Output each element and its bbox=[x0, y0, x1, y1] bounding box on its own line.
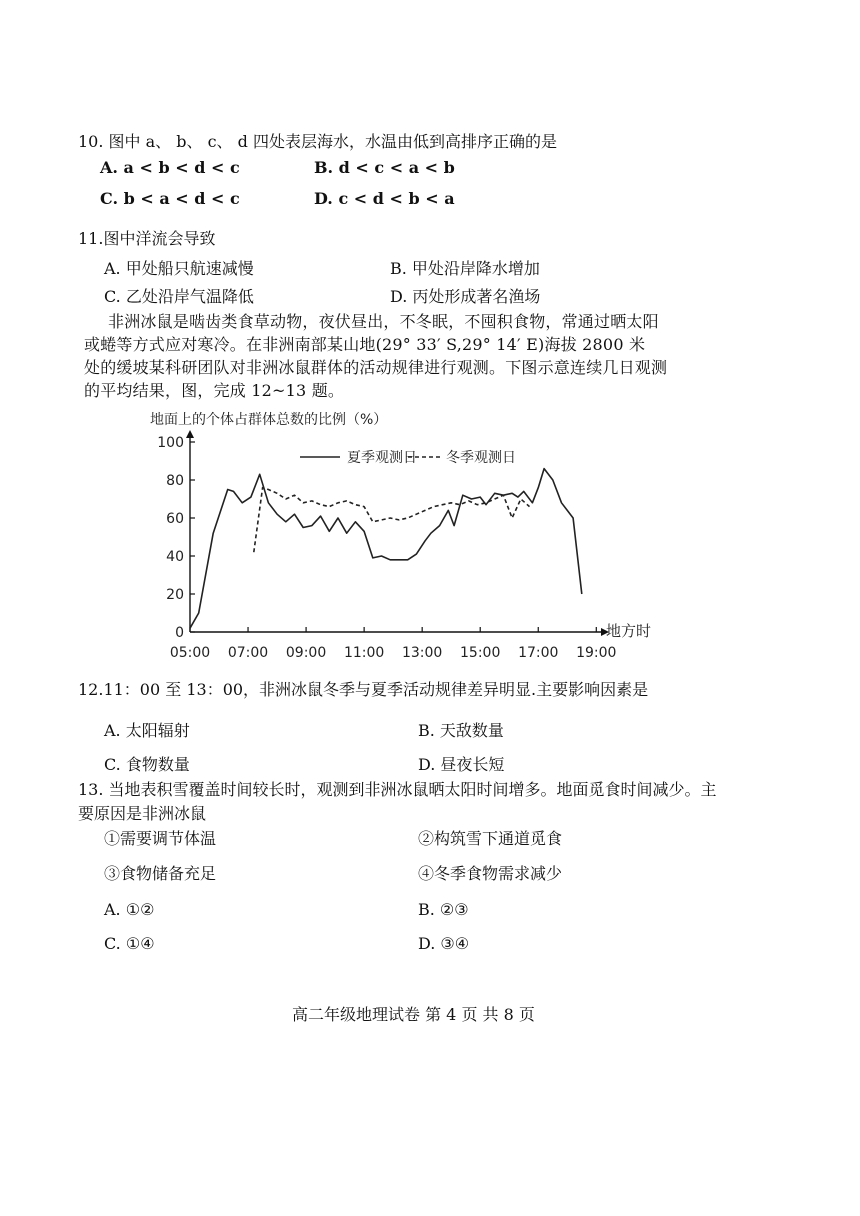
q12-option-a: A. 太阳辐射 bbox=[104, 721, 190, 740]
q12-option-d: D. 昼夜长短 bbox=[418, 755, 505, 774]
q12-stem: 12.11：00 至 13：00，非洲冰鼠冬季与夏季活动规律差异明显.主要影响因素是 bbox=[78, 680, 649, 699]
q11-option-b: B. 甲处沿岸降水增加 bbox=[390, 259, 540, 278]
q13-option-c: C. ①④ bbox=[104, 934, 155, 953]
q13-stem-line-1: 13. 当地表积雪覆盖时间较长时，观测到非洲冰鼠晒太阳时间增多。地面觅食时间减少。主 bbox=[78, 780, 717, 799]
q13-option-a: A. ①② bbox=[104, 900, 155, 919]
x-tick-label: 05:00 bbox=[169, 645, 211, 661]
x-tick-label: 19:00 bbox=[576, 645, 617, 661]
q13-item-4: ④冬季食物需求减少 bbox=[418, 864, 563, 883]
y-tick-label: 20 bbox=[166, 587, 184, 603]
y-axis-arrow bbox=[186, 430, 194, 438]
q13-item-1: ①需要调节体温 bbox=[104, 829, 217, 848]
activity-line-chart bbox=[140, 406, 670, 664]
passage-line-1: 非洲冰鼠是啮齿类食草动物，夜伏昼出，不冬眠，不囤积食物，常通过晒太阳 bbox=[108, 312, 659, 331]
q10-option-c: C. b < a < d < c bbox=[100, 189, 240, 208]
x-tick-label: 15:00 bbox=[460, 645, 501, 661]
q10-stem: 10. 图中 a、 b、 c、 d 四处表层海水，水温由低到高排序正确的是 bbox=[78, 132, 557, 151]
q13-option-b: B. ②③ bbox=[418, 900, 469, 919]
y-tick-label: 40 bbox=[166, 549, 184, 565]
y-tick-label: 0 bbox=[175, 625, 184, 641]
q13-item-3: ③食物储备充足 bbox=[104, 864, 217, 883]
x-tick-label: 11:00 bbox=[343, 645, 385, 661]
winter-series-line bbox=[254, 488, 530, 553]
y-tick-label: 100 bbox=[157, 435, 184, 451]
x-tick-label: 17:00 bbox=[518, 645, 559, 661]
q13-option-d: D. ③④ bbox=[418, 934, 470, 953]
q13-stem-line-2: 要原因是非洲冰鼠 bbox=[78, 804, 207, 823]
chart-xlabel: 地方时 bbox=[606, 622, 652, 640]
x-tick-label: 09:00 bbox=[285, 645, 327, 661]
q12-option-b: B. 天敌数量 bbox=[418, 721, 504, 740]
q10-option-a: A. a < b < d < c bbox=[100, 158, 240, 177]
summer-series-line bbox=[190, 469, 582, 629]
q11-option-d: D. 丙处形成著名渔场 bbox=[390, 287, 541, 306]
x-tick-label: 07:00 bbox=[227, 645, 269, 661]
q10-option-d: D. c < d < b < a bbox=[314, 189, 455, 208]
passage-line-3: 处的缓坡某科研团队对非洲冰鼠群体的活动规律进行观测。下图示意连续几日观测 bbox=[84, 358, 668, 377]
passage-line-4: 的平均结果，图，完成 12~13 题。 bbox=[84, 381, 345, 400]
legend-summer-label: 夏季观测日 bbox=[347, 450, 417, 466]
q13-item-2: ②构筑雪下通道觅食 bbox=[418, 829, 563, 848]
q10-option-b: B. d < c < a < b bbox=[314, 158, 455, 177]
y-tick-label: 60 bbox=[166, 511, 184, 527]
legend-winter-label: 冬季观测日 bbox=[446, 450, 516, 466]
chart-series bbox=[190, 469, 582, 629]
q11-option-c: C. 乙处沿岸气温降低 bbox=[104, 287, 254, 306]
q11-stem: 11.图中洋流会导致 bbox=[78, 229, 216, 248]
q11-option-a: A. 甲处船只航速减慢 bbox=[104, 259, 254, 278]
y-tick-label: 80 bbox=[166, 473, 184, 489]
page-footer: 高二年级地理试卷 第 4 页 共 8 页 bbox=[292, 1005, 535, 1024]
q12-option-c: C. 食物数量 bbox=[104, 755, 190, 774]
passage-line-2: 或蜷等方式应对寒冷。在非洲南部某山地(29° 33′ S,29° 14′ E)海拔 2800 米 bbox=[84, 335, 646, 354]
chart-ylabel: 地面上的个体占群体总数的比例（%） bbox=[150, 412, 388, 428]
x-tick-label: 13:00 bbox=[401, 645, 443, 661]
chart-legend bbox=[300, 450, 516, 466]
